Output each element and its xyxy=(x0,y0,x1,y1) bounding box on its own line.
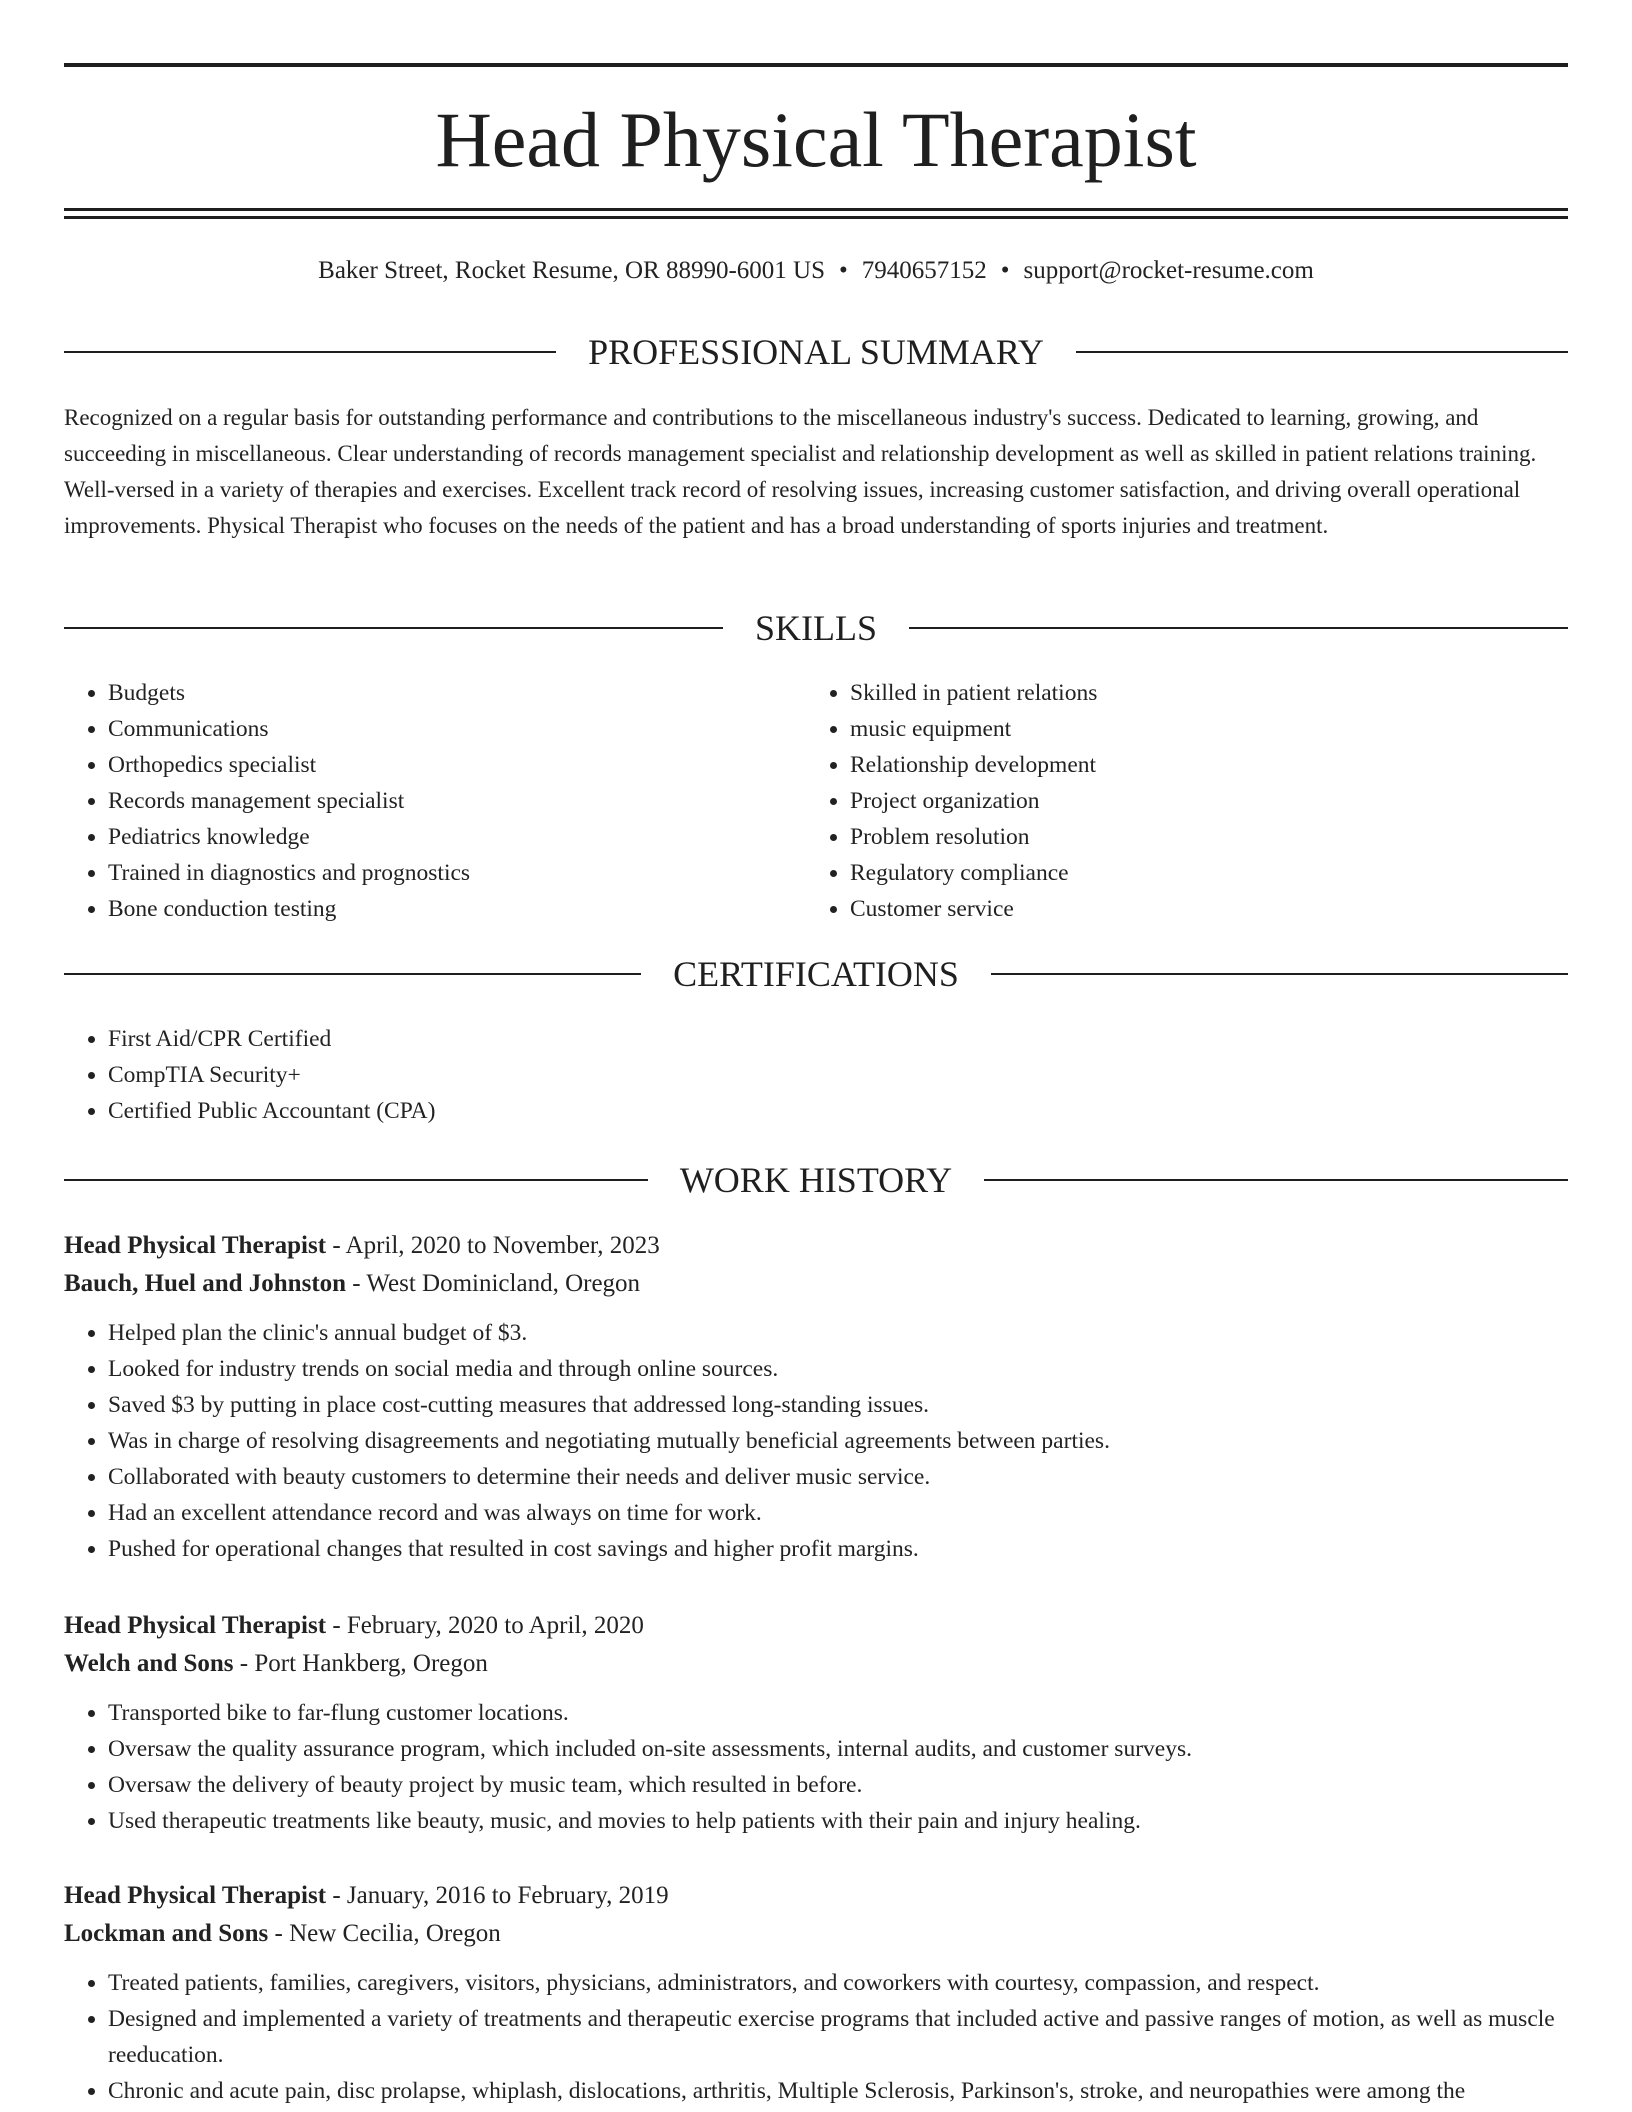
skill-item: • Skilled in patient relations xyxy=(850,675,1566,711)
header-top-rule xyxy=(64,63,1568,67)
job-duty-item: • Collaborated with beauty customers to determine their needs and deliver music service. xyxy=(108,1459,1568,1495)
skills-list-left xyxy=(64,675,804,927)
certifications-list xyxy=(64,1021,1568,1129)
contact-email: support@rocket-resume.com xyxy=(1023,257,1314,284)
skill-item: • Orthopedics specialist xyxy=(108,747,804,783)
job-duty-item: • Saved $3 by putting in place cost-cutting measures that addressed long-standing issues. xyxy=(108,1387,1568,1423)
job-duty-item: • Used therapeutic treatments like beauty, music, and movies to help patients with their pain and injury healing. xyxy=(108,1803,1568,1839)
job-title: Head Physical Therapist xyxy=(64,1882,327,1909)
skill-item: • Project organization xyxy=(850,783,1566,819)
skills-section-heading xyxy=(64,606,1568,650)
contact-separator: • xyxy=(1000,257,1010,284)
job-entry xyxy=(64,1227,1568,1567)
heading-rule-left xyxy=(64,973,641,975)
certifications-section-heading xyxy=(64,952,1568,996)
certification-item: • CompTIA Security+ xyxy=(108,1057,1568,1093)
work-section-heading xyxy=(64,1158,1568,1202)
certification-item: • Certified Public Accountant (CPA) xyxy=(108,1093,1568,1129)
skill-item: • Communications xyxy=(108,711,804,747)
job-duty-item: • Designed and implemented a variety of treatments and therapeutic exercise programs that included active and passive ranges of motion, as well as muscle reeducation. xyxy=(108,2001,1568,2073)
heading-rule-right xyxy=(909,627,1568,629)
skill-item: • Relationship development xyxy=(850,747,1566,783)
skill-item: • Records management specialist xyxy=(108,783,804,819)
heading-rule-right xyxy=(1076,351,1568,353)
skill-item: • Trained in diagnostics and prognostics xyxy=(108,855,804,891)
heading-rule-left xyxy=(64,1179,648,1181)
job-company: Lockman and Sons xyxy=(64,1920,269,1947)
header-double-rule-upper xyxy=(64,208,1568,211)
skill-item: • Budgets xyxy=(108,675,804,711)
job-duties-list xyxy=(64,1315,1568,1567)
contact-address: Baker Street, Rocket Resume, OR 88990-6001 US xyxy=(318,257,826,284)
job-title-line xyxy=(64,1877,1568,1915)
job-duty-item: • Pushed for operational changes that resulted in cost savings and higher profit margins. xyxy=(108,1531,1568,1567)
skill-item: • Bone conduction testing xyxy=(108,891,804,927)
heading-rule-left xyxy=(64,351,556,353)
skill-item: • Customer service xyxy=(850,891,1566,927)
contact-separator: • xyxy=(839,257,848,284)
job-company: Welch and Sons xyxy=(64,1650,234,1677)
summary-text: Recognized on a regular basis for outstanding performance and contributions to the miscellaneous industry's success. Dedicated to learning, growing, and succeeding in miscellaneous. Clear understanding of records management specialist and relationship development as well as skilled in patient relations training. Well-versed in a variety of therapies and exercises. Excellent track record of resolving issues, increasing customer satisfaction, and driving overall operational improvements. Physical Therapist who focuses on the needs of the patient and has a broad understanding of sports injuries and treatment. xyxy=(64,405,1537,538)
work-heading-label: WORK HISTORY xyxy=(679,1160,953,1200)
job-duty-item: • Looked for industry trends on social media and through online sources. xyxy=(108,1351,1568,1387)
skill-item: • Regulatory compliance xyxy=(850,855,1566,891)
skills-column-right xyxy=(806,675,1566,927)
skill-item: • Problem resolution xyxy=(850,819,1566,855)
skill-item: • Pediatrics knowledge xyxy=(108,819,804,855)
certifications-heading-label: CERTIFICATIONS xyxy=(673,954,959,994)
summary-section-heading xyxy=(64,330,1568,374)
summary-heading-label: PROFESSIONAL SUMMARY xyxy=(588,332,1044,372)
heading-rule-left xyxy=(64,627,723,629)
job-duty-item: • Oversaw the quality assurance program, which included on-site assessments, internal audits, and customer surveys. xyxy=(108,1731,1568,1767)
job-duty-item: • Was in charge of resolving disagreements and negotiating mutually beneficial agreements between parties. xyxy=(108,1423,1568,1459)
job-dates: - April, 2020 to November, 2023 xyxy=(326,1232,660,1259)
heading-rule-right xyxy=(984,1179,1568,1181)
contact-line xyxy=(64,254,1568,288)
job-location: - West Dominicland, Oregon xyxy=(346,1270,641,1297)
job-duties-list xyxy=(64,1965,1568,2109)
job-dates: - January, 2016 to February, 2019 xyxy=(326,1882,669,1909)
job-company-line xyxy=(64,1645,1568,1683)
job-duty-item: • Had an excellent attendance record and was always on time for work. xyxy=(108,1495,1568,1531)
job-dates: - February, 2020 to April, 2020 xyxy=(326,1612,644,1639)
job-duty-item: • Helped plan the clinic's annual budget of $3. xyxy=(108,1315,1568,1351)
job-title: Head Physical Therapist xyxy=(64,1232,327,1259)
skills-heading-label: SKILLS xyxy=(755,608,878,648)
contact-phone: 7940657152 xyxy=(861,257,987,284)
job-duty-item: • Chronic and acute pain, disc prolapse, whiplash, dislocations, arthritis, Multiple Sclerosis, Parkinson's, stroke, and neuropathies were among the xyxy=(108,2073,1568,2109)
header-double-rule-lower xyxy=(64,216,1568,219)
job-title: Head Physical Therapist xyxy=(64,1612,327,1639)
job-duty-item: • Oversaw the delivery of beauty project by music team, which resulted in before. xyxy=(108,1767,1568,1803)
job-title-line xyxy=(64,1227,1568,1265)
skill-item: • music equipment xyxy=(850,711,1566,747)
job-title-line xyxy=(64,1607,1568,1645)
job-company: Bauch, Huel and Johnston xyxy=(64,1270,347,1297)
job-location: - New Cecilia, Oregon xyxy=(268,1920,501,1947)
job-entry xyxy=(64,1607,1568,1839)
resume-title: Head Physical Therapist xyxy=(435,96,1197,183)
certifications-block xyxy=(64,1021,1568,1129)
job-duty-item: • Transported bike to far-flung customer locations. xyxy=(108,1695,1568,1731)
job-duties-list xyxy=(64,1695,1568,1839)
heading-rule-right xyxy=(991,973,1568,975)
certification-item: • First Aid/CPR Certified xyxy=(108,1021,1568,1057)
job-company-line xyxy=(64,1265,1568,1303)
job-duty-item: • Treated patients, families, caregivers, visitors, physicians, administrators, and coworkers with courtesy, compassion, and respect. xyxy=(108,1965,1568,2001)
skills-column-left xyxy=(64,675,804,927)
job-company-line xyxy=(64,1915,1568,1953)
skills-list-right xyxy=(806,675,1566,927)
job-entry xyxy=(64,1877,1568,2109)
job-location: - Port Hankberg, Oregon xyxy=(233,1650,488,1677)
